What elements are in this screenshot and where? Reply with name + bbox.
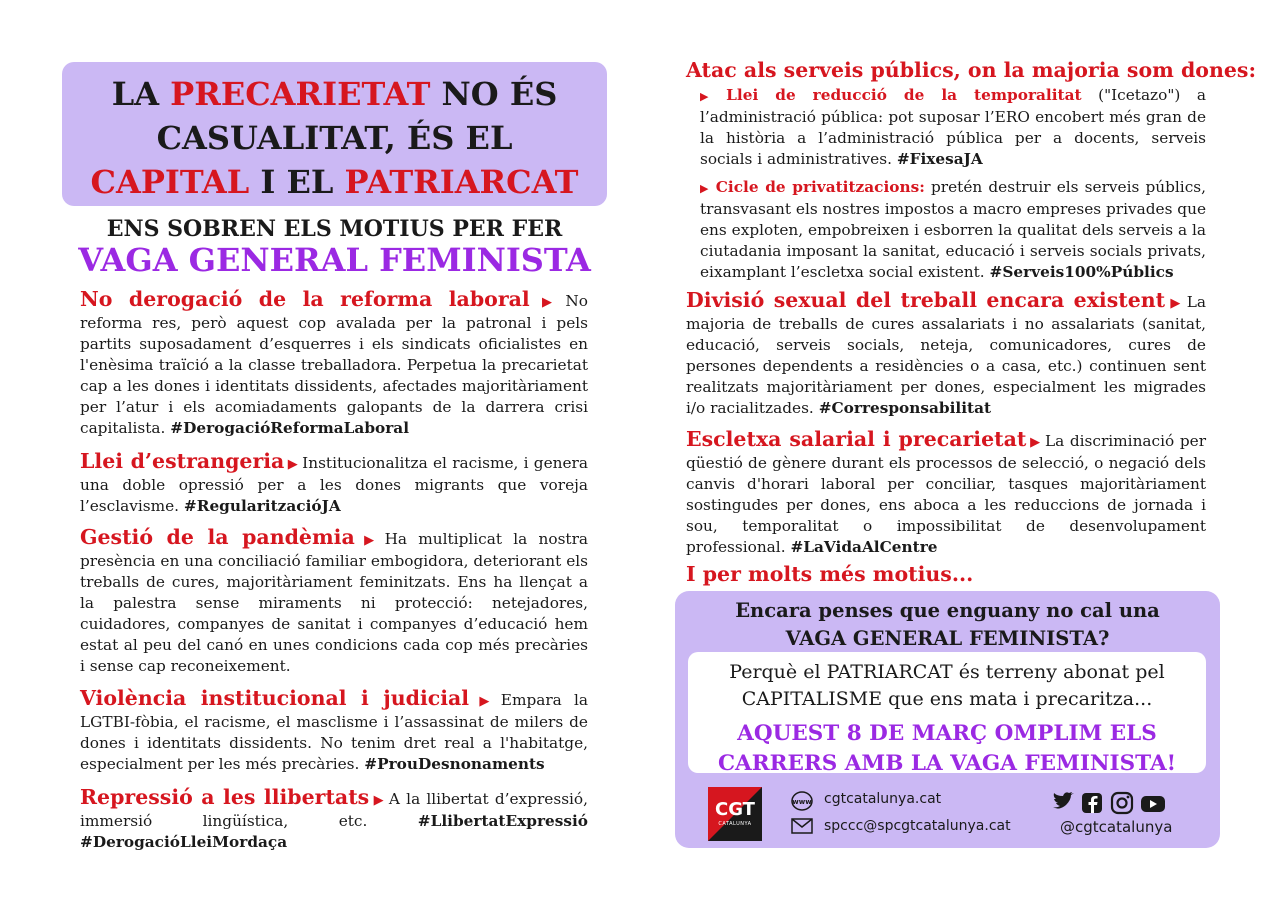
cta-inner-box (688, 652, 1206, 776)
hashtag: #LlibertatExpressió #DerogacióLleiMordaça (80, 812, 588, 851)
cta-slogan (688, 719, 1206, 779)
arrow-right-icon: ▶ (357, 533, 381, 548)
bullet-body: pretén destruir els serveis públics, transvasant els nostres impostos a macro empreses privades que ens exploten, empobreixen i esborren la qualitat dels serveis a la ciutadania imposant la sanitat, educació i serveis socials privats, eixamplant l’escletxa social existent. (700, 178, 1206, 281)
section-repressio (80, 787, 588, 853)
bullet-temporalitat (700, 85, 1206, 170)
cta-statement-line-1: Perquè el PATRIARCAT és terreny abonat pel (729, 661, 1165, 683)
globe-www-icon (791, 791, 813, 811)
section-divisio-sexual (686, 290, 1206, 419)
section-reforma-laboral (80, 289, 588, 439)
section-body: La discriminació per qüestió de gènere durant els processos de selecció, o negació dels canvis d'horari laboral per conciliar, tasques majoritàriament sostingudes per dones, ens aboca a les reduccions de jornada i sou, temporalitat o impossibilitat de desenvolupament professional. (686, 432, 1207, 556)
hashtag: #RegularitzacióJA (183, 497, 341, 515)
call-to-action-box (675, 591, 1220, 848)
section-body: La majoria de treballs de cures assalariats i no assalariats (sanitat, educació, serveis socials, neteja, comunicadores, cures de persones dependents a residències o a casa, etc.) continuen sent realitzats majoritàriament per dones, especialment les migrades i/o racialitzades. (686, 293, 1206, 417)
section-escletxa-salarial (686, 429, 1206, 558)
bullet-heading: Cicle de privatitzacions: (715, 178, 925, 196)
title-line-2: CASUALITAT, ÉS EL (156, 119, 513, 157)
section-heading: Divisió sexual del treball encara existent (686, 288, 1166, 312)
section-body: Empara la LGTBI-fòbia, el racisme, el masclisme i l’assassinat de milers de dones i identitats dissidents. No tenim dret real a l'habitatge, especialment per les més precàries. (80, 691, 589, 773)
section-pandemia (80, 527, 588, 677)
section-body: No reforma res, però aquest cop avalada per la patronal i pels partits suposadament d’esquerres i els sindicats oficialistes en l'enèsima traïció a la classe treballadora. Perpetua la precarietat cap a les dones i identitats dissidents, afectades majoritàriament per l’atur i els acomiadaments galopants de la darrera crisi capitalista. (80, 292, 589, 437)
instagram-icon[interactable] (1112, 793, 1132, 813)
youtube-icon[interactable] (1141, 796, 1165, 812)
main-title-box (62, 62, 607, 206)
social-handle[interactable]: @cgtcatalunya (1060, 818, 1173, 836)
section-heading: Llei d’estrangeria (80, 449, 285, 473)
logo-text: CGT (715, 799, 755, 820)
website-link[interactable]: cgtcatalunya.cat (824, 791, 942, 807)
cta-statement-line-2: CAPITALISME que ens mata i precaritza... (741, 688, 1153, 710)
arrow-right-icon: ▶ (1168, 296, 1183, 311)
left-column (62, 62, 607, 278)
logo-subtext: CATALUNYA (718, 821, 752, 827)
title-line-3: CAPITAL I EL PATRIARCAT (90, 163, 579, 201)
hashtag: #Corresponsabilitat (818, 399, 992, 417)
bullet-body: ("Icetazo") a l’administració pública: pot suposar l’ERO encobert més gran de la història a l’administració pública per a docents, serveis socials i administratives. (700, 86, 1206, 168)
subtitle: ENS SOBREN ELS MOTIUS PER FER (106, 216, 563, 242)
section-heading: No derogació de la reforma laboral (80, 287, 530, 311)
section-heading: Repressió a les llibertats (80, 785, 370, 809)
vaga-heading: VAGA GENERAL FEMINISTA (78, 241, 591, 279)
cta-slogan-line-1: AQUEST 8 DE MARÇ OMPLIM ELS (737, 721, 1157, 746)
arrow-right-icon: ▶ (532, 295, 562, 310)
twitter-icon[interactable] (1053, 792, 1074, 809)
cta-question (675, 597, 1220, 653)
more-reasons: I per molts més motius... (686, 562, 974, 586)
hashtag: #DerogacióReformaLaboral (170, 419, 410, 437)
section-body: Institucionalitza el racisme, i genera una doble opressió per a les dones migrants que voreja l’esclavisme. (80, 454, 588, 515)
title-line-1: LA PRECARIETAT NO ÉS (111, 75, 558, 113)
section-body: Ha multiplicat la nostra presència en una conciliació familiar embogidora, deteriorant els treballs de cures, majoritàriament feminitzats. Ens ha llençat a la palestra sense miraments ni protecció: netejadores, cuidadores, companyes de sanitat i companyes d’educació hem estat al peu del canó en unes condicions cada cop més precàries i sense cap reconeixement. (80, 530, 589, 675)
section-heading: Gestió de la pandèmia (80, 525, 355, 549)
bullet-privatitzacions (700, 177, 1206, 283)
arrow-right-icon: ▶ (287, 457, 299, 472)
bullet-heading: Llei de reducció de la temporalitat (726, 86, 1082, 104)
arrow-right-icon: ▶ (700, 182, 710, 195)
arrow-right-icon: ▶ (1029, 435, 1041, 450)
email-link[interactable]: spccc@spcgtcatalunya.cat (824, 818, 1011, 834)
hashtag: #Serveis100%Públics (989, 263, 1174, 281)
hashtag: #LaVidaAlCentre (790, 538, 938, 556)
section-estrangeria (80, 451, 588, 517)
section-body: A la llibertat d’expressió, immersió lingüística, etc. (80, 790, 589, 830)
cgt-logo (708, 787, 762, 841)
social-icons (1051, 791, 1171, 815)
hashtag: #ProuDesnonaments (364, 755, 545, 773)
cta-statement (688, 659, 1206, 713)
www-icon-label: www (792, 798, 812, 806)
section-heading: Escletxa salarial i precarietat (686, 427, 1027, 451)
section-heading: Violència institucional i judicial (80, 686, 470, 710)
cta-slogan-line-2: CARRERS AMB LA VAGA FEMINISTA! (717, 751, 1177, 776)
section-violencia (80, 688, 588, 775)
arrow-right-icon: ▶ (472, 694, 497, 709)
mail-icon (791, 818, 813, 834)
arrow-right-icon: ▶ (700, 90, 721, 103)
arrow-right-icon: ▶ (372, 793, 385, 808)
serveis-publics-title: Atac als serveis públics, on la majoria som dones: (686, 58, 1257, 82)
cta-question-line-2: VAGA GENERAL FEMINISTA? (785, 627, 1110, 650)
hashtag: #FixesaJA (896, 150, 983, 168)
cta-question-line-1: Encara penses que enguany no cal una (735, 599, 1160, 622)
facebook-icon[interactable] (1082, 793, 1102, 813)
